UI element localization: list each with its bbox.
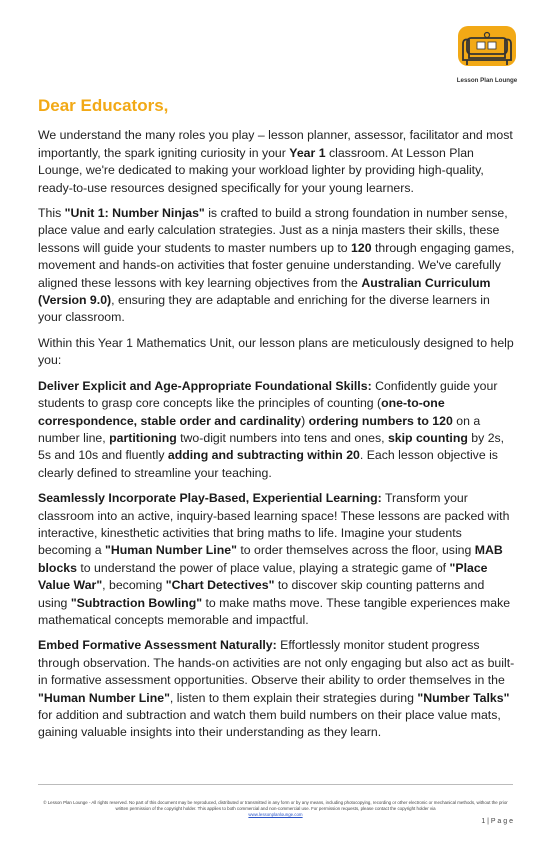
- greeting-heading: Dear Educators,: [38, 96, 169, 115]
- skills-paragraph: Deliver Explicit and Age-Appropriate Foundational Skills: Confidently guide your students to grasp core concepts like the principles of counting (one-to-one correspondence, stable order and cardinality) ordering numbers to 120 on a number line, partitioning two-digit numbers into tens and ones, skip counting by 2s, 5s and 10s and fluently adding and subtracting within 20. Each lesson objective is clearly defined to streamline your teaching.: [38, 378, 505, 480]
- website-link[interactable]: www.lessonplanlounge.com: [248, 812, 303, 817]
- footer-copyright: [40, 800, 511, 818]
- copyright-text: © Lesson Plan Lounge - All rights reserved. No part of this document may be reproduced, distributed or transmitted in any form or by any means, including photocopying, recording or other electronic or mechanical methods, without the prior written permission of the copyright holder. This applies to both commercial and non-commercial use. For permission requests, please contact the copyright holder via: [43, 800, 508, 811]
- armchair-logo-icon: [452, 24, 522, 76]
- assessment-paragraph: Embed Formative Assessment Naturally: Effortlessly monitor student progress through observation. The hands-on activities are not only engaging but also act as built-in formative assessment opportunities. Observe their ability to order themselves in the "Human Number Line", listen to them explain their strategies during "Number Talks" for addition and subtraction and watch them build numbers on their place value mats, gaining valuable insights into their understanding as they learn.: [38, 638, 515, 740]
- footer-divider: [38, 784, 513, 785]
- play-based-paragraph: Seamlessly Incorporate Play-Based, Experiential Learning: Transform your classroom into an active, inquiry-based learning space! These lessons are packed with interactive, kinesthetic activities that bring maths to life. Imagine your students becoming a "Human Number Line" to order themselves across the floor, using MAB blocks to understand the power of place value, playing a strategic game of "Place Value War", becoming "Chart Detectives" to discover skip counting patterns and using "Subtraction Bowling" to make maths move. These tangible experiences make mathematical concepts memorable and impactful.: [38, 491, 511, 627]
- page-number: 1 | P a g e: [481, 818, 513, 825]
- letter-body: [38, 97, 516, 750]
- logo: [452, 24, 522, 76]
- purpose-paragraph: Within this Year 1 Mathematics Unit, our lesson plans are meticulously designed to help you:: [38, 335, 514, 368]
- intro-paragraph: We understand the many roles you play – lesson planner, assessor, facilitator and most importantly, the spark igniting curiosity in your Year 1 classroom. At Lesson Plan Lounge, we're dedicated to making your workload lighter by providing high-quality, ready-to-use resources designed specifically for your young learners.: [38, 128, 513, 195]
- logo-text: Lesson Plan Lounge: [456, 77, 518, 84]
- unit-paragraph: This "Unit 1: Number Ninjas" is crafted to build a strong foundation in number sense, place value and early calculation strategies. Just as a ninja masters their skills, these lessons will guide your students to master numbers up to 120 through engaging games, movement and hands-on activities that foster genuine understanding. We've carefully aligned these lessons with key learning objectives from the Australian Curriculum (Version 9.0), ensuring they are adaptable and enriching for the diverse learners in your classroom.: [38, 206, 515, 325]
